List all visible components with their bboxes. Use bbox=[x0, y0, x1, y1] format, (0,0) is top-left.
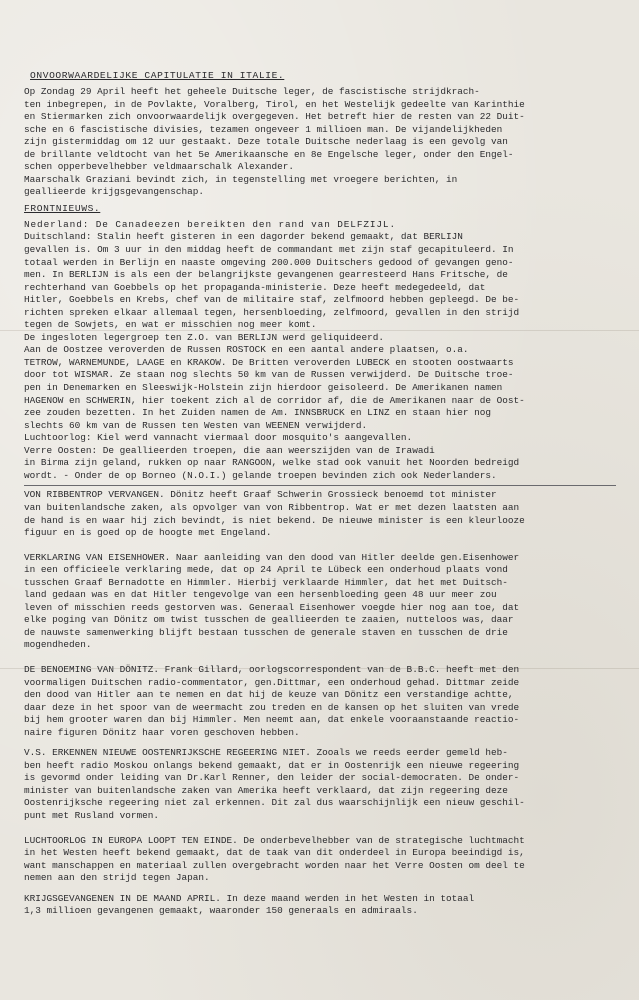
text-line: LUCHTOORLOG IN EUROPA LOOPT TEN EINDE. De onderbevelhebber van de strategische luchtmacht bbox=[24, 834, 525, 846]
text-line: totaal werden in Berlijn en naaste omgeving 200.000 Duitschers gedood of gevangen geno- bbox=[24, 256, 514, 268]
section-donitz bbox=[24, 664, 616, 739]
text-line: gevallen is. Om 3 uur in den middag heeft de commandant met zijn staf gecapituleerd. In bbox=[24, 244, 514, 256]
document-body bbox=[24, 70, 616, 918]
text-line: de brillante veldtocht van het 5e Amerikaansche en 8e Engelsche leger, onder den Engel- bbox=[24, 148, 514, 160]
text-line: pen in Denemarken en Sleeswijk-Holstein zijn hierdoor geisoleerd. De Amerikanen namen bbox=[24, 382, 503, 394]
section-divider bbox=[24, 485, 616, 486]
text-line: de hand is en waar hij zich bevindt, is niet bekend. De nieuwe minister is een kleurlooze bbox=[24, 514, 525, 526]
text-line: DE BENOEMING VAN DÖNITZ. Frank Gillard, oorlogscorrespondent van de B.B.C. heeft met den bbox=[24, 663, 520, 675]
text-line: KRIJGSGEVANGENEN IN DE MAAND APRIL. In deze maand werden in het Westen in totaal bbox=[24, 892, 475, 904]
text-line: minister van buitenlandsche zaken van Amerika heeft verklaard, dat zijn regeering deze bbox=[24, 784, 508, 796]
text-line: zijn gistermiddag om 12 uur gestaakt. Deze totale Duitsche nederlaag is een gevolg van bbox=[24, 136, 508, 148]
section-luchtoorlog bbox=[24, 835, 616, 885]
text-line: daar deze in het spoor van de weermacht zou treden en de kansen op het sluiten van vrede bbox=[24, 701, 520, 713]
text-line: wordt. - Onder de op Borneo (N.O.I.) gelande troepen bevinden zich ook Nederlanders. bbox=[24, 469, 497, 481]
section-ribbentrop bbox=[24, 489, 616, 539]
text-line: Hitler, Goebbels en Krebs, chef van de militaire staf, zelfmoord hebben gepleegd. De be- bbox=[24, 294, 520, 306]
text-line: Aan de Oostzee veroverden de Russen ROSTOCK en een aantal andere plaatsen, o.a. bbox=[24, 344, 469, 356]
section-krijgsgevangenen bbox=[24, 893, 616, 918]
text-line: Maarschalk Graziani bevindt zich, in tegenstelling met vroegere berichten, in bbox=[24, 173, 458, 185]
section-frontnieuws bbox=[24, 203, 616, 482]
text-line: land gedaan was en dat Hitler tengevolge van een hersenbloeding geen 48 uur meer zou bbox=[24, 589, 497, 601]
text-line: den dood van Hitler aan te nemen en dat hij de keuze van Dönitz een verstandige achtte, bbox=[24, 689, 514, 701]
text-line: de nauwste samenwerking blijft bestaan tusschen de generale staven en tusschen de drie bbox=[24, 626, 508, 638]
text-line: VERKLARING VAN EISENHOWER. Naar aanleiding van den dood van Hitler deelde gen.Eisenhower bbox=[24, 551, 520, 563]
text-line: van buitenlandsche zaken, als opvolger van von Ribbentrop. Wat er met dezen laatsten aan bbox=[24, 501, 520, 513]
section-capitulation bbox=[24, 70, 616, 199]
text-line: voormaligen Duitschen radio-commentator, gen.Dittmar, een onderhoud gehad. Dittmar zeide bbox=[24, 676, 520, 688]
text-line: en Stiermarken zich onvoorwaardelijk overgegeven. Het betreft hier de resten van 22 Duit- bbox=[24, 111, 525, 123]
text-line: Luchtoorlog: Kiel werd vannacht viermaal door mosquito's aangevallen. bbox=[24, 432, 413, 444]
text-line: richten spreken elkaar allemaal tegen, hersenbloeding, zelfmoord, gevallen in den strijd bbox=[24, 306, 520, 318]
text-line: TETROW, WARNEMUNDE, LAAGE en KRAKOW. De Britten veroverden LUBECK en stooten oostwaarts bbox=[24, 356, 514, 368]
text-line: want manschappen en materiaal zullen overgebracht worden naar het Verre Oosten om deel te bbox=[24, 859, 525, 871]
text-line: schen opperbevelhebber veldmaarschalk Alexander. bbox=[24, 161, 295, 173]
text-line: Nederland: De Canadeezen bereikten den rand van DELFZIJL. bbox=[24, 218, 396, 230]
text-line: nemen aan den strijd tegen Japan. bbox=[24, 872, 210, 884]
text-line: V.S. ERKENNEN NIEUWE OOSTENRIJKSCHE REGEERING NIET. Zooals we reeds eerder gemeld heb- bbox=[24, 747, 508, 759]
text-line: HAGENOW en SCHWERIN, hier toekent zich al de corridor af, die de Amerikanen naar de Oost- bbox=[24, 394, 525, 406]
text-line: leven of misschien reeds gestorven was. Generaal Eisenhower voegde hier nog aan toe, dat bbox=[24, 601, 520, 613]
text-line: naire figuren Dönitz haar voren geschoven hebben. bbox=[24, 726, 300, 738]
text-line: 1,3 millioen gevangenen gemaakt, waaronder 150 generaals en admiraals. bbox=[24, 905, 418, 917]
section-eisenhower bbox=[24, 552, 616, 652]
text-line: punt met Rusland vormen. bbox=[24, 809, 160, 821]
text-line: tegen de Sowjets, en wat er misschien nog meer komt. bbox=[24, 319, 317, 331]
text-line: slechts 60 km van de Russen ten Westen van WEENEN verwijderd. bbox=[24, 419, 368, 431]
text-line: ben heeft radio Moskou onlangs bekend gemaakt, dat er in Oostenrijk een nieuwe regeering bbox=[24, 759, 520, 771]
text-line: elke poging van Dönitz om twist tusschen de geallieerden te zaaien, nutteloos was, daar bbox=[24, 614, 514, 626]
text-line: in het Westen heeft bekend gemaakt, dat de taak van dit onderdeel in Europa beeindigd is, bbox=[24, 847, 525, 859]
text-line: figuur en is goed op de hoogte met Engeland. bbox=[24, 527, 272, 539]
heading-capitulation: ONVOORWAARDELIJKE CAPITULATIE IN ITALIE. bbox=[30, 70, 285, 81]
text-line: sche en 6 fascistische divisies, tezamen ongeveer 1 millioen man. De vijandelijkheden bbox=[24, 123, 503, 135]
text-line: Oostenrijksche regeering niet zal erkennen. Dit zal dus waarschijnlijk een nieuw geschil- bbox=[24, 797, 525, 809]
section-oostenrijk bbox=[24, 747, 616, 822]
text-line: Op Zondag 29 April heeft het geheele Duitsche leger, de fascistische strijdkrach- bbox=[24, 86, 480, 97]
heading-frontnieuws: FRONTNIEUWS. bbox=[24, 202, 101, 214]
text-line: is gevormd onder leiding van Dr.Karl Renner, den leider der social-democraten. De onder- bbox=[24, 772, 520, 784]
text-line: door tot WISMAR. Ze staan nog slechts 50 km van de Russen verwijderd. De Duitsche troe- bbox=[24, 369, 514, 381]
text-line: Duitschland: Stalin heeft gisteren in een dagorder bekend gemaakt, dat BERLIJN bbox=[24, 231, 463, 243]
text-line: zee zouden bezetten. In het Zuiden namen de Am. INNSBRUCK en LINZ en staan hier nog bbox=[24, 407, 491, 419]
text-line: De ingesloten legergroep ten Z.O. van BERLIJN werd geliquideerd. bbox=[24, 331, 385, 343]
text-line: men. In BERLIJN is als een der belangrijkste gevangenen gearresteerd Hans Fritsche, de bbox=[24, 269, 508, 281]
text-line: in een officieele verklaring mede, dat op 24 April te Lübeck een onderhoud plaats vond bbox=[24, 564, 508, 576]
text-line: bij hem grooter waren dan bij Himmler. Men neemt aan, dat enkele vooraanstaande reactio- bbox=[24, 714, 520, 726]
text-line: VON RIBBENTROP VERVANGEN. Dönitz heeft Graaf Schwerin Grossieck benoemd tot minister bbox=[24, 489, 497, 501]
text-line: ten inbegrepen, in de Povlakte, Voralberg, Tirol, en het Westelijk gedeelte van Karinthie bbox=[24, 98, 525, 110]
text-line: Verre Oosten: De geallieerden troepen, die aan weerszijden van de Irawadi bbox=[24, 444, 435, 456]
text-line: rechterhand van Goebbels op het propaganda-ministerie. Deze heeft medegedeeld, dat bbox=[24, 281, 486, 293]
text-line: mogendheden. bbox=[24, 639, 92, 651]
text-line: tusschen Graaf Bernadotte en Himmler. Hierbij verklaarde Himmler, dat het met Duitsch- bbox=[24, 576, 508, 588]
text-line: geallieerde krijgsgevangenschap. bbox=[24, 186, 205, 198]
text-line: in Birma zijn geland, rukken op naar RANGOON, welke stad ook vanuit het Noorden bedreigd bbox=[24, 457, 520, 469]
